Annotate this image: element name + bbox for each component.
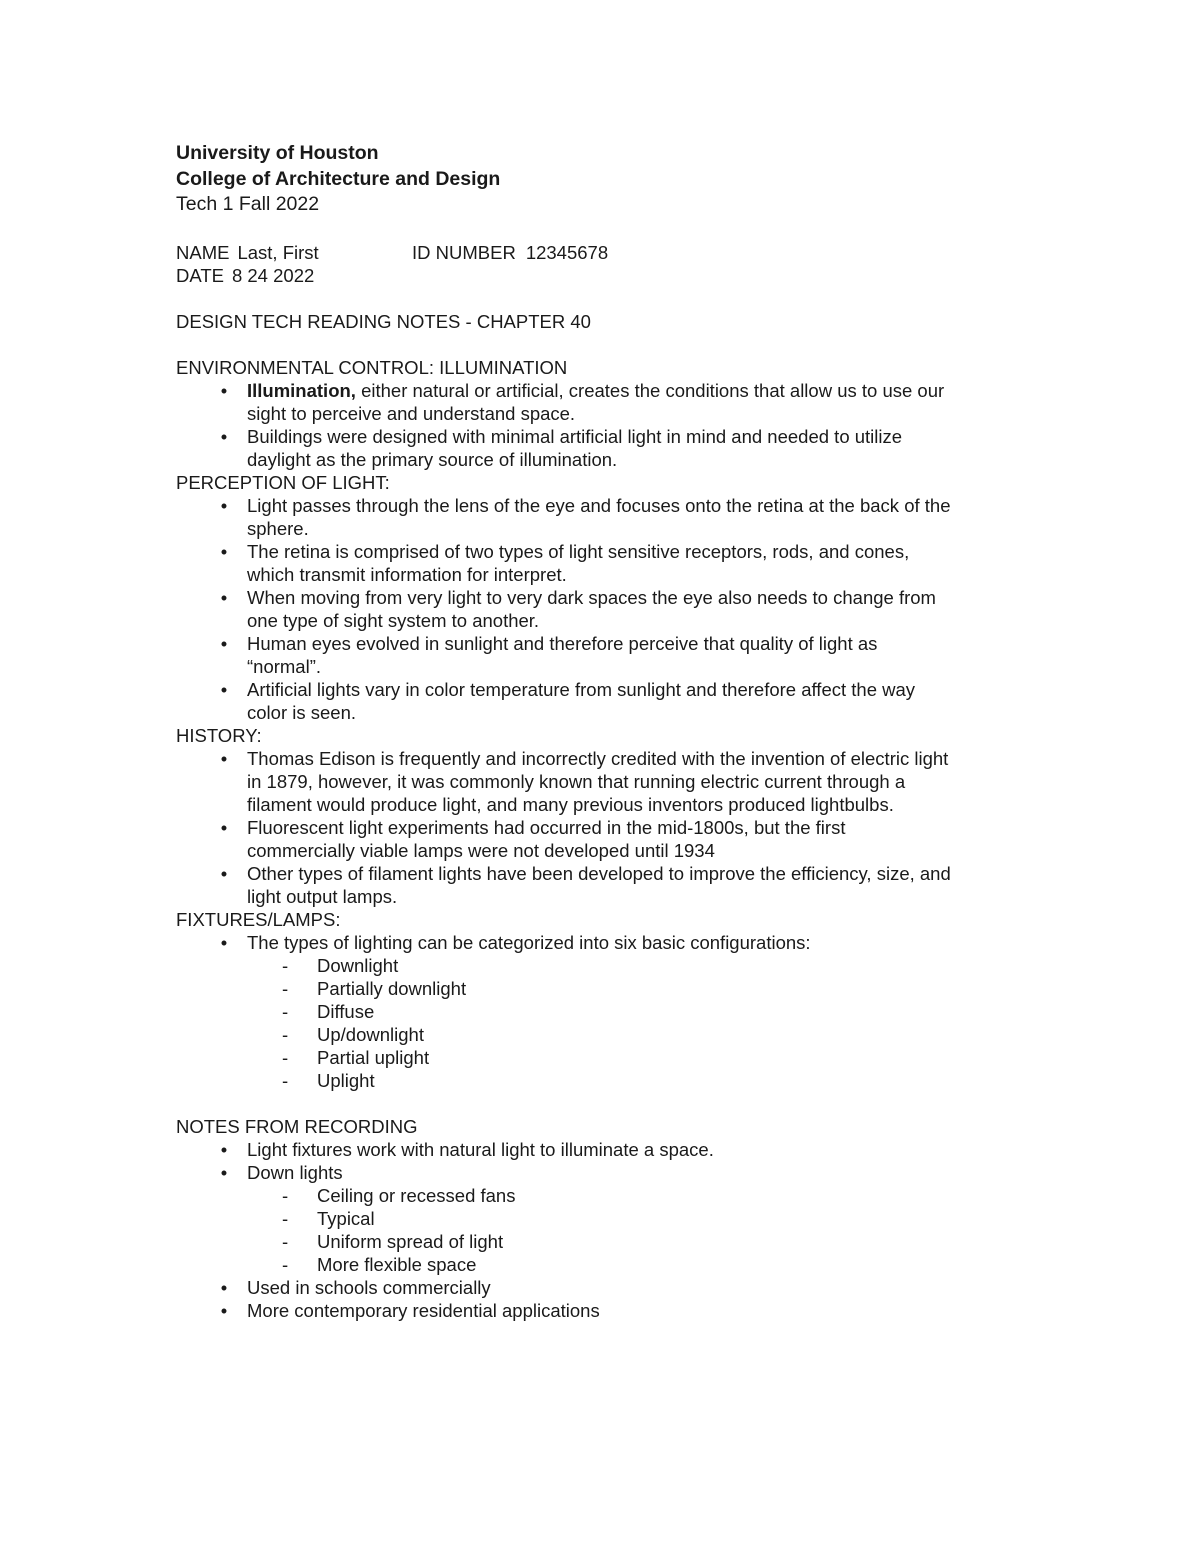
dash-icon: -	[282, 977, 289, 999]
sub-list-item	[176, 1230, 1046, 1253]
list-item	[176, 862, 956, 908]
sub-list-item	[176, 1023, 1046, 1046]
document-page	[176, 141, 1046, 1322]
list-item	[176, 379, 956, 425]
bullet-icon: •	[220, 379, 228, 401]
sub-item-text: Diffuse	[317, 1000, 375, 1022]
bullet-list-environmental	[176, 379, 956, 471]
list-item	[176, 1276, 956, 1299]
dash-icon: -	[282, 1253, 289, 1275]
list-item	[176, 1161, 956, 1184]
list-item-text: either natural or artificial, creates the conditions that allow us to use our sight to perceive and understand space.	[247, 379, 945, 424]
section-heading-environmental: ENVIRONMENTAL CONTROL: ILLUMINATION	[176, 356, 568, 378]
sub-item-text: Partial uplight	[317, 1046, 430, 1068]
sub-item-text: Downlight	[317, 954, 399, 976]
sub-item-text: Typical	[317, 1207, 375, 1229]
list-item	[176, 747, 956, 816]
bullet-icon: •	[220, 1161, 228, 1183]
list-item	[176, 931, 956, 954]
sub-item-text: Ceiling or recessed fans	[317, 1184, 516, 1206]
sub-list-item	[176, 1184, 1046, 1207]
list-item-text: The types of lighting can be categorized into six basic configurations:	[247, 931, 811, 953]
list-item-text: Artificial lights vary in color temperature from sunlight and therefore affect the way color is seen.	[247, 678, 916, 723]
date-label: DATE	[176, 264, 224, 286]
list-item-text: Used in schools commercially	[247, 1276, 491, 1298]
list-item-text: Other types of filament lights have been developed to improve the efficiency, size, and light output lamps.	[247, 862, 951, 907]
list-item-text: Thomas Edison is frequently and incorrectly credited with the invention of electric light in 1879, however, it was commonly known that running electric current through a filament would produce light, and many previous inventors produced lightbulbs.	[247, 747, 949, 815]
date-value: 8 24 2022	[231, 264, 315, 286]
bullet-icon: •	[220, 816, 228, 838]
date-field	[176, 264, 1046, 287]
bullet-icon: •	[220, 1299, 228, 1321]
sub-list-item	[176, 1069, 1046, 1092]
university-title: University of Houston	[176, 142, 379, 164]
dash-icon: -	[282, 954, 289, 976]
bullet-list-history	[176, 747, 956, 908]
sub-item-text: Uniform spread of light	[317, 1230, 504, 1252]
list-item	[176, 632, 956, 678]
bullet-icon: •	[220, 494, 228, 516]
term-bold: Illumination,	[247, 379, 356, 401]
college-title: College of Architecture and Design	[176, 167, 501, 190]
list-item-text: More contemporary residential applications	[247, 1299, 600, 1321]
section-heading-fixtures: FIXTURES/LAMPS:	[176, 908, 341, 930]
bullet-list-recording-continued	[176, 1276, 956, 1322]
dash-list-configurations	[176, 954, 1046, 1092]
sub-list-item	[176, 1207, 1046, 1230]
list-item	[176, 540, 956, 586]
bullet-list-perception	[176, 494, 956, 724]
bullet-icon: •	[220, 931, 228, 953]
dash-icon: -	[282, 1230, 289, 1252]
list-item	[176, 816, 956, 862]
bullet-icon: •	[220, 747, 228, 769]
dash-icon: -	[282, 1000, 289, 1022]
list-item-text: When moving from very light to very dark spaces the eye also needs to change from one type of sight system to another.	[247, 586, 936, 631]
bullet-icon: •	[220, 540, 228, 562]
spacer	[176, 287, 1046, 310]
name-id-row	[176, 241, 1046, 264]
sub-list-item	[176, 1000, 1046, 1023]
section-heading-recording: NOTES FROM RECORDING	[176, 1115, 418, 1137]
bullet-list-recording	[176, 1138, 956, 1184]
id-field	[412, 241, 608, 264]
list-item-text: Fluorescent light experiments had occurred in the mid-1800s, but the first commercially viable lamps were not developed until 1934	[247, 816, 846, 861]
dash-icon: -	[282, 1207, 289, 1229]
list-item	[176, 586, 956, 632]
list-item-text: Light fixtures work with natural light to illuminate a space.	[247, 1138, 714, 1160]
bullet-icon: •	[220, 678, 228, 700]
spacer	[176, 333, 1046, 356]
list-item	[176, 678, 956, 724]
id-label: ID NUMBER	[412, 241, 516, 263]
dash-icon: -	[282, 1069, 289, 1091]
dash-list-down-lights	[176, 1184, 1046, 1276]
sub-item-text: More flexible space	[317, 1253, 477, 1275]
list-item-text: Light passes through the lens of the eye and focuses onto the retina at the back of the sphere.	[247, 494, 951, 539]
list-item	[176, 1299, 956, 1322]
sub-item-text: Uplight	[317, 1069, 375, 1091]
sub-list-item	[176, 1046, 1046, 1069]
section-heading-history: HISTORY:	[176, 724, 262, 746]
sub-list-item	[176, 1253, 1046, 1276]
spacer	[176, 218, 1046, 241]
section-heading-perception: PERCEPTION OF LIGHT:	[176, 471, 390, 493]
bullet-icon: •	[220, 425, 228, 447]
dash-icon: -	[282, 1023, 289, 1045]
dash-icon: -	[282, 1046, 289, 1068]
list-item	[176, 425, 956, 471]
list-item-text: Down lights	[247, 1161, 343, 1183]
bullet-icon: •	[220, 862, 228, 884]
name-value: Last, First	[237, 241, 319, 263]
sub-item-text: Up/downlight	[317, 1023, 424, 1045]
bullet-list-fixtures	[176, 931, 956, 954]
sub-list-item	[176, 977, 1046, 1000]
document-title: DESIGN TECH READING NOTES - CHAPTER 40	[176, 310, 591, 332]
list-item	[176, 494, 956, 540]
name-field	[176, 241, 412, 264]
sub-item-text: Partially downlight	[317, 977, 467, 999]
bullet-icon: •	[220, 1138, 228, 1160]
bullet-icon: •	[220, 632, 228, 654]
bullet-icon: •	[220, 586, 228, 608]
list-item-text: The retina is comprised of two types of light sensitive receptors, rods, and cones, which transmit information for interpret.	[247, 540, 910, 585]
spacer	[176, 1092, 1046, 1115]
list-item	[176, 1138, 956, 1161]
name-label: NAME	[176, 241, 230, 263]
course-title: Tech 1 Fall 2022	[176, 193, 320, 215]
sub-list-item	[176, 954, 1046, 977]
dash-icon: -	[282, 1184, 289, 1206]
list-item-text: Human eyes evolved in sunlight and therefore perceive that quality of light as “normal”.	[247, 632, 878, 677]
id-value: 12345678	[525, 241, 609, 263]
list-item-text: Buildings were designed with minimal artificial light in mind and needed to utilize daylight as the primary source of illumination.	[247, 425, 903, 470]
bullet-icon: •	[220, 1276, 228, 1298]
